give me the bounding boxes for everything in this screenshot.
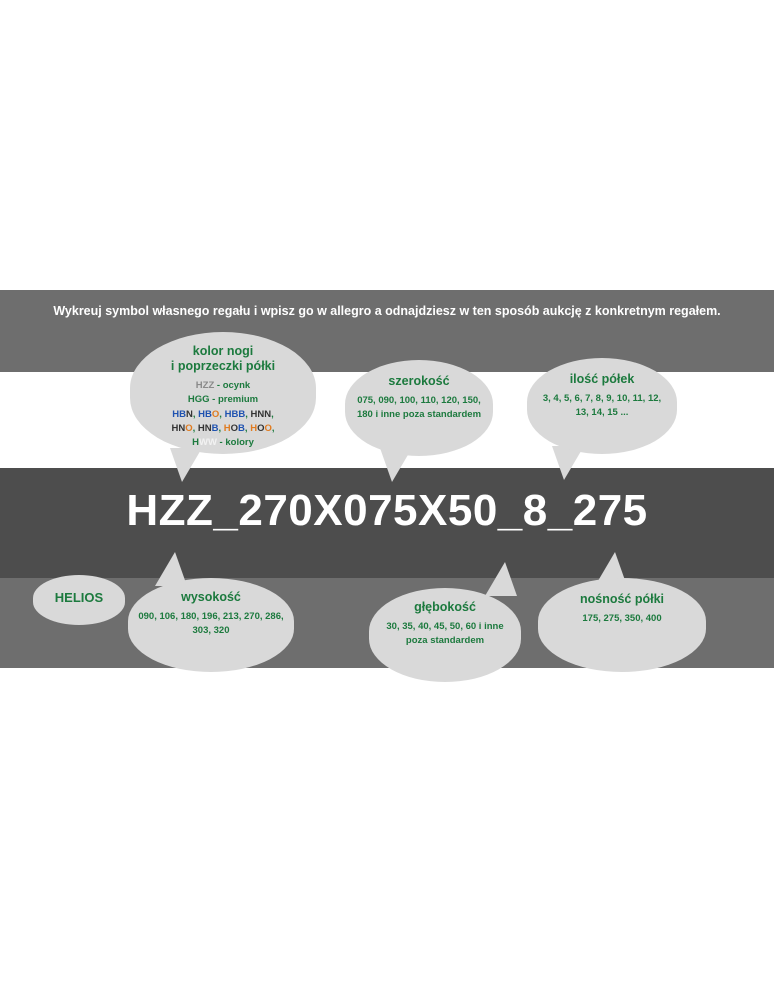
- infographic-banner: [0, 290, 774, 700]
- bubble-glebokosc-title: głębokość: [414, 600, 476, 614]
- product-code: HZZ_270X075X50_8_275: [126, 486, 648, 535]
- bubble-tail-kolor: [170, 448, 202, 482]
- bubble-szerokosc-title: szerokość: [388, 374, 450, 388]
- bubble-kolor-title-1: kolor nogi: [192, 344, 254, 358]
- bubble-wysokosc-title: wysokość: [181, 590, 241, 604]
- bubble-wysokosc: [128, 578, 294, 672]
- bubble-tail-glebokosc: [485, 562, 517, 596]
- bubble-ilosc-body: 3, 4, 5, 6, 7, 8, 9, 10, 11, 12, 13, 14, 15 ...: [542, 393, 662, 418]
- bubble-ilosc-polek: [527, 358, 677, 454]
- bubble-nosnosc-title: nośność półki: [579, 592, 665, 606]
- bubble-nosnosc-body: 175, 275, 350, 400: [582, 613, 662, 624]
- bubble-kolor-nogi: [130, 332, 316, 454]
- bubble-szerokosc-body: 075, 090, 100, 110, 120, 150, 180 i inne poza standardem: [356, 395, 482, 420]
- bubble-glebokosc-body: 30, 35, 40, 45, 50, 60 i inne poza standardem: [386, 621, 504, 646]
- headline-text: Wykreuj symbol własnego regału i wpisz go w allegro a odnajdziesz w ten sposób aukcję z konkretnym regałem.: [53, 304, 721, 318]
- bubble-szerokosc: [345, 360, 493, 456]
- bubble-nosnosc-polki: [538, 578, 706, 672]
- bubble-kolor-title-2: i poprzeczki półki: [170, 359, 276, 373]
- bubble-ilosc-title: ilość półek: [569, 372, 635, 386]
- bubble-wysokosc-body: 090, 106, 180, 196, 213, 270, 286, 303, 320: [138, 611, 284, 636]
- brand-label: HELIOS: [54, 590, 104, 605]
- bubble-helios-brand: [33, 575, 125, 625]
- bubble-kolor-legend: HZZ - ocynk HGG - premium HBN, HBO, HBB, HNN, HNO, HNB, HOB, HOO, HWW - kolory: [171, 380, 275, 448]
- bubble-glebokosc: [369, 588, 521, 682]
